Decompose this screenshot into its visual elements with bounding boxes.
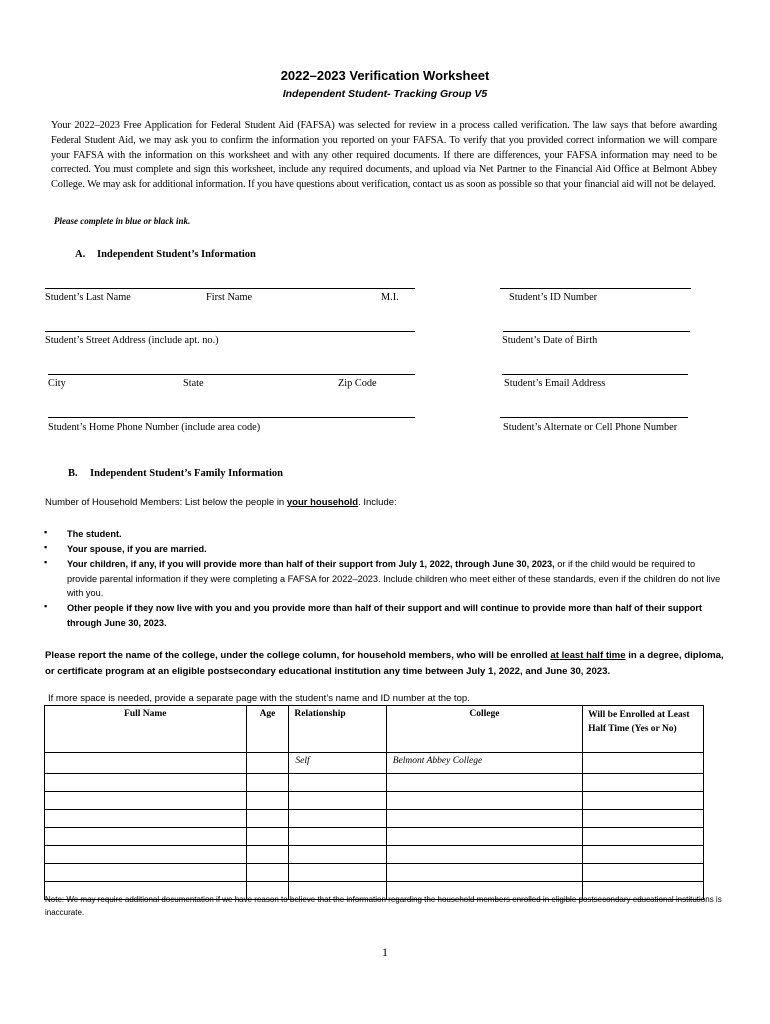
cell-enrolled[interactable]	[583, 810, 704, 828]
cell-full-name[interactable]	[45, 864, 247, 882]
cell-college[interactable]	[386, 810, 582, 828]
cell-age[interactable]	[246, 810, 289, 828]
cell-enrolled[interactable]	[583, 846, 704, 864]
header-age: Age	[246, 706, 289, 753]
cell-college[interactable]	[386, 774, 582, 792]
city-label: City	[48, 378, 66, 389]
cell-full-name[interactable]	[45, 846, 247, 864]
alt-phone-label: Student’s Alternate or Cell Phone Number	[503, 422, 678, 433]
table-row	[45, 828, 704, 846]
cell-full-name[interactable]	[45, 792, 247, 810]
id-number-line[interactable]	[500, 288, 691, 289]
cell-college[interactable]	[386, 846, 582, 864]
cell-college[interactable]	[386, 792, 582, 810]
cell-full-name[interactable]	[45, 810, 247, 828]
cell-relationship: Self	[289, 753, 386, 774]
home-phone-line[interactable]	[48, 417, 415, 418]
state-label: State	[183, 378, 204, 389]
street-label: Student’s Street Address (include apt. no.)	[45, 335, 219, 346]
header-relationship: Relationship	[289, 706, 386, 753]
last-name-label: Student’s Last Name	[45, 292, 131, 303]
cell-relationship[interactable]	[289, 864, 386, 882]
cell-relationship[interactable]	[289, 792, 386, 810]
cell-age[interactable]	[246, 792, 289, 810]
bullet-other-people: Other people if they now live with you and you provide more than half of their support and will continue to provide more than half of their support through June 30, 2023.	[67, 603, 702, 628]
table-row	[45, 774, 704, 792]
section-b-title: Independent Student’s Family Information	[90, 468, 284, 479]
cell-college: Belmont Abbey College	[386, 753, 582, 774]
table-row	[45, 864, 704, 882]
page-number: 1	[382, 945, 388, 959]
header-full-name: Full Name	[45, 706, 247, 753]
cell-enrolled[interactable]	[583, 774, 704, 792]
cell-relationship[interactable]	[289, 846, 386, 864]
header-enrolled: Will be Enrolled at Least Half Time (Yes or No)	[583, 706, 704, 753]
section-a-letter: A.	[75, 249, 86, 260]
name-line[interactable]	[45, 288, 415, 289]
bullet-spouse: Your spouse, if you are married.	[67, 544, 207, 554]
table-row	[45, 846, 704, 864]
email-label: Student’s Email Address	[504, 378, 606, 389]
household-table	[44, 705, 704, 900]
cell-college[interactable]	[386, 864, 582, 882]
table-row	[45, 792, 704, 810]
bullet-children: Your children, if any, if you will provide more than half of their support from July 1, 2022, through June 30, 2023, or if the child would be required to provide parental information if they were completing a FAFSA for 2022–2023. Include children who meet either of these standards, even if the children do not live with you.	[67, 559, 721, 598]
cell-enrolled[interactable]	[583, 792, 704, 810]
dob-label: Student’s Date of Birth	[502, 335, 598, 346]
bullet-icon: ▪	[44, 601, 48, 611]
page-title: 2022–2023 Verification Worksheet	[280, 68, 490, 83]
footnote: Note: We may require additional documentation if we have reason to believe that the information regarding the household members enrolled in eligible postsecondary educational institutions is inaccurate.	[45, 895, 722, 917]
page-subtitle: Independent Student- Tracking Group V5	[282, 88, 488, 100]
cell-enrolled[interactable]	[583, 753, 704, 774]
alt-phone-line[interactable]	[500, 417, 688, 418]
bullet-student: The student.	[67, 529, 122, 539]
street-line[interactable]	[45, 331, 415, 332]
cell-relationship[interactable]	[289, 810, 386, 828]
dob-line[interactable]	[503, 331, 690, 332]
more-space-note: If more space is needed, provide a separate page with the student’s name and ID number at the top.	[48, 693, 470, 704]
cell-enrolled[interactable]	[583, 828, 704, 846]
section-b-letter: B.	[68, 468, 78, 479]
table-header-row	[45, 706, 704, 753]
ink-instruction: Please complete in blue or black ink.	[54, 216, 191, 226]
zip-label: Zip Code	[338, 378, 377, 389]
cell-relationship[interactable]	[289, 828, 386, 846]
city-state-zip-line[interactable]	[48, 374, 415, 375]
household-instruction: Number of Household Members: List below the people in your household. Include:	[45, 497, 397, 508]
cell-age[interactable]	[246, 774, 289, 792]
cell-age[interactable]	[246, 846, 289, 864]
bullet-icon: ▪	[44, 557, 48, 567]
report-instruction: Please report the name of the college, under the college column, for household members, who will be enrolled at least half time in a degree, diploma, or certificate program at an eligible postsecondary educational institution any time between July 1, 2022, and June 30, 2023.	[45, 650, 724, 677]
first-name-label: First Name	[206, 292, 253, 303]
mi-label: M.I.	[381, 292, 399, 303]
cell-full-name[interactable]	[45, 774, 247, 792]
id-number-label: Student’s ID Number	[509, 292, 598, 303]
intro-paragraph: Your 2022–2023 Free Application for Federal Student Aid (FAFSA) was selected for review in a process called verification. The law says that before awarding Federal Student Aid, we may ask you to confirm the information you reported on your FAFSA. To verify that you provided correct information we will compare your FAFSA with the information on this worksheet and with any other required documents. If there are differences, your FAFSA information may need to be corrected. You must complete and sign this worksheet, include any required documents, and upload via Net Partner to the Financial Aid Office at Belmont Abbey College. We may ask for additional information. If you have questions about verification, contact us as soon as possible so that your financial aid will not be delayed.	[51, 120, 717, 191]
email-line[interactable]	[502, 374, 688, 375]
cell-age[interactable]	[246, 828, 289, 846]
bullet-icon: ▪	[44, 527, 48, 537]
table-row	[45, 810, 704, 828]
bullet-icon: ▪	[44, 542, 48, 552]
home-phone-label: Student’s Home Phone Number (include area code)	[48, 422, 261, 433]
cell-enrolled[interactable]	[583, 864, 704, 882]
cell-full-name[interactable]	[45, 828, 247, 846]
table-row	[45, 753, 704, 774]
cell-full-name[interactable]	[45, 753, 247, 774]
section-a-title: Independent Student’s Information	[97, 249, 256, 260]
cell-age[interactable]	[246, 864, 289, 882]
cell-college[interactable]	[386, 828, 582, 846]
cell-relationship[interactable]	[289, 774, 386, 792]
header-college: College	[386, 706, 582, 753]
cell-age[interactable]	[246, 753, 289, 774]
